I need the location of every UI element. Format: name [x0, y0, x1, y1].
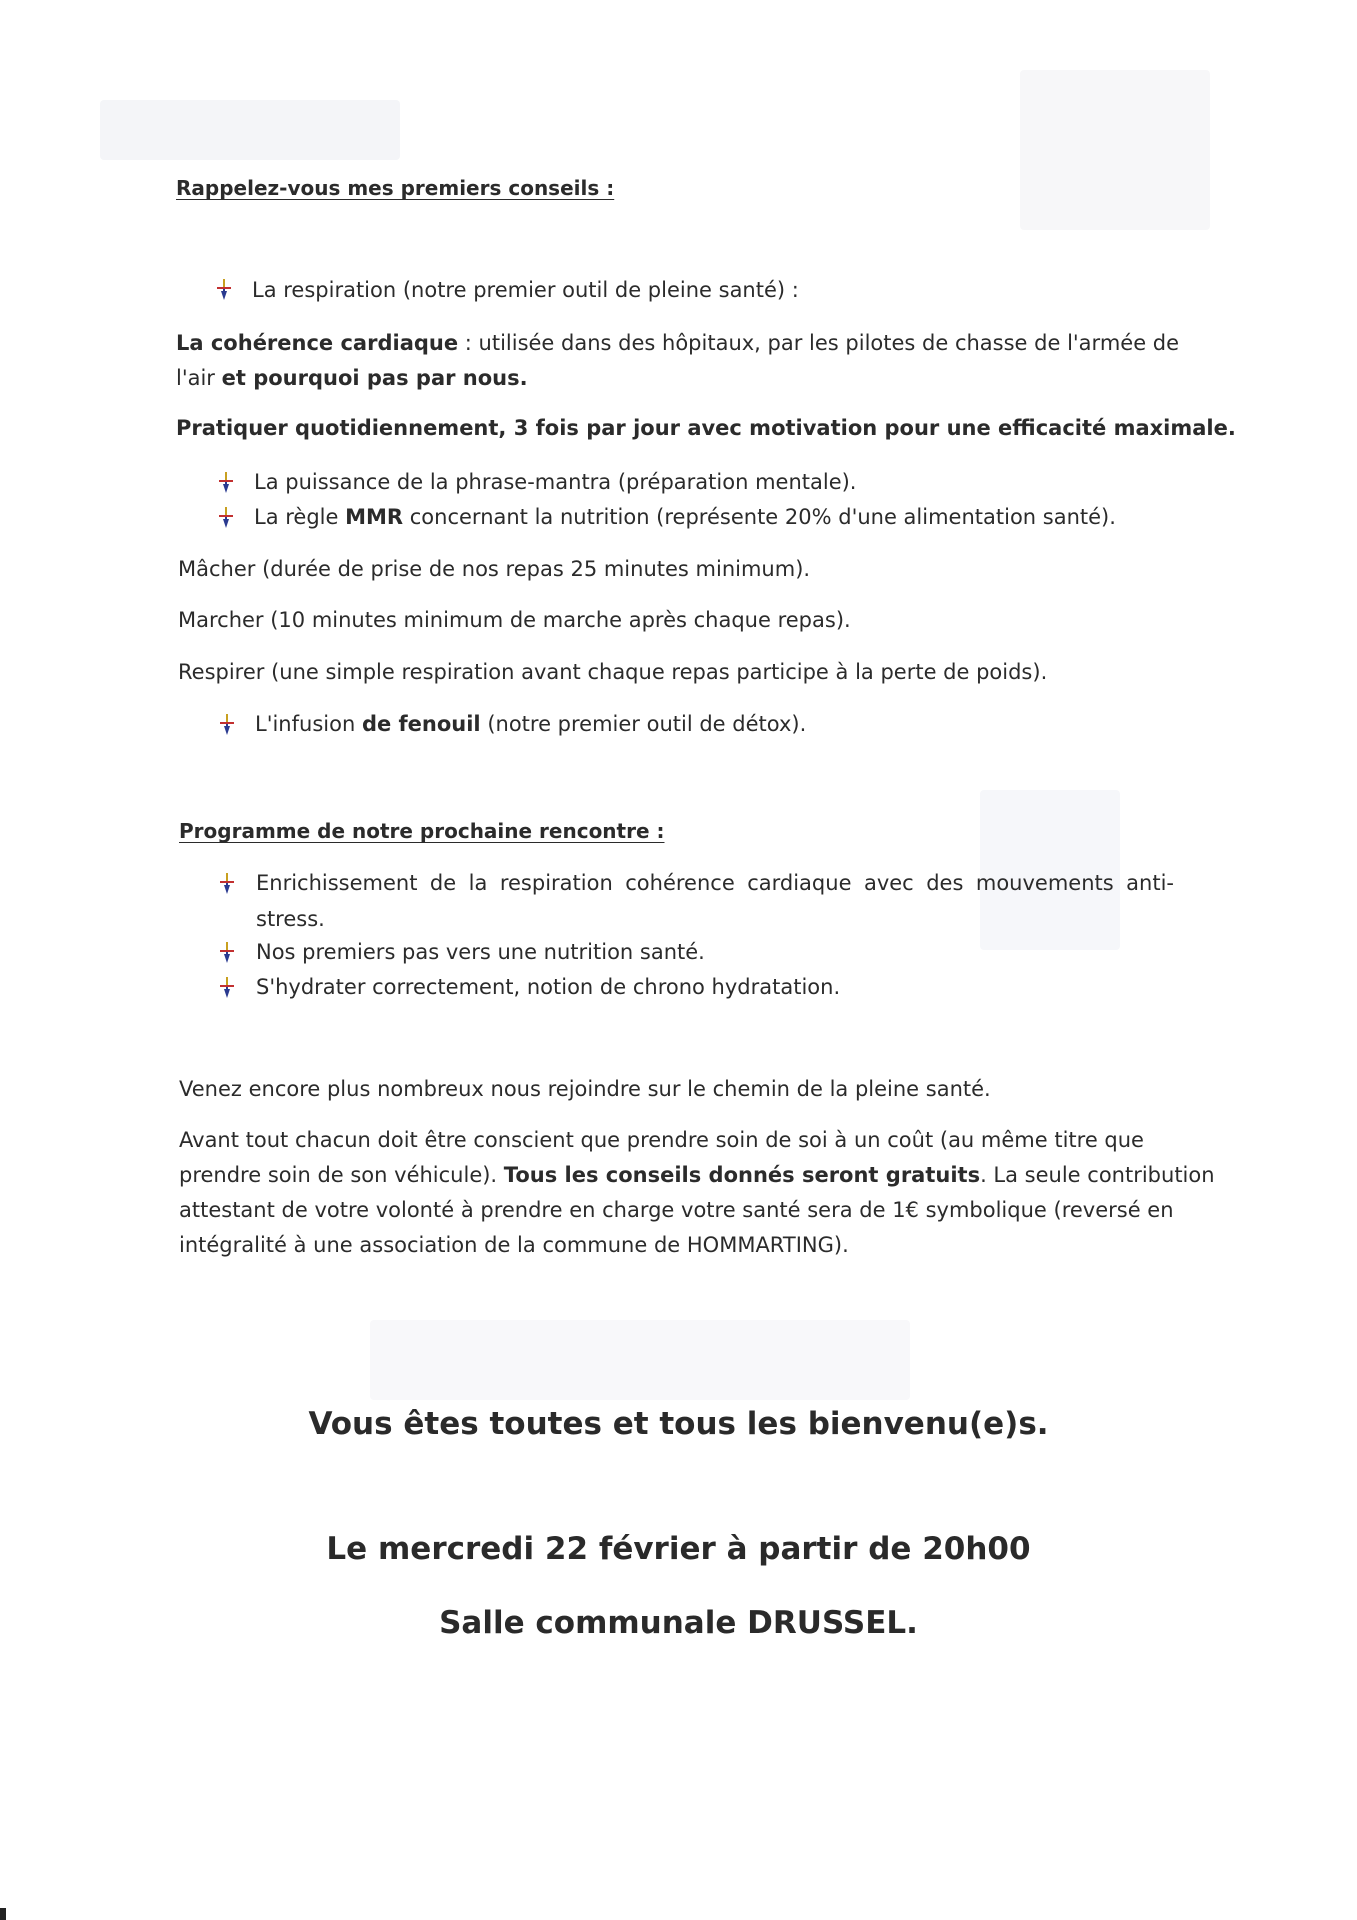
paragraph-avant-line4: intégralité à une association de la commune de HOMMARTING).	[179, 1233, 849, 1257]
bullet-infusion-fenouil	[255, 706, 806, 742]
coherence-bold-2: et pourquoi pas par nous.	[221, 366, 528, 390]
arrow-down-bullet-icon	[217, 279, 231, 301]
arrow-down-bullet-icon	[220, 942, 234, 964]
arrow-down-bullet-icon	[220, 873, 234, 895]
avant-line2-end: . La seule contribution	[980, 1163, 1215, 1187]
arrow-down-bullet-icon	[220, 714, 234, 736]
arrow-down-bullet-icon	[219, 472, 233, 494]
paragraph-venez: Venez encore plus nombreux nous rejoindre sur le chemin de la pleine santé.	[179, 1077, 991, 1101]
coherence-title: La cohérence cardiaque	[176, 331, 459, 355]
avant-line2-start: prendre soin de son véhicule).	[179, 1163, 504, 1187]
section-heading-conseils: Rappelez-vous mes premiers conseils :	[176, 176, 615, 200]
coherence-text: : utilisée dans des hôpitaux, par les pilotes de chasse de l'armée de	[458, 331, 1180, 355]
bullet-respiration: La respiration (notre premier outil de pleine santé) :	[252, 278, 799, 302]
scan-ghost-mark	[100, 100, 400, 160]
scan-ghost-mark	[370, 1320, 910, 1400]
mmr-text-end: concernant la nutrition (représente 20% d'une alimentation santé).	[403, 505, 1116, 529]
infusion-bold: de fenouil	[361, 712, 481, 736]
bullet-regle-mmr	[254, 499, 1116, 535]
avant-line2-bold: Tous les conseils donnés seront gratuits	[503, 1163, 981, 1187]
paragraph-coherence-line2	[176, 360, 528, 396]
programme-item-hydratation: S'hydrater correctement, notion de chrono hydratation.	[256, 975, 841, 999]
event-date: Le mercredi 22 février à partir de 20h00	[326, 1531, 1031, 1567]
paragraph-avant-line2	[179, 1157, 1215, 1193]
scan-ghost-mark	[1020, 70, 1210, 230]
paragraph-macher: Mâcher (durée de prise de nos repas 25 minutes minimum).	[178, 557, 811, 581]
event-venue: Salle communale DRUSSEL.	[439, 1605, 918, 1641]
welcome-heading: Vous êtes toutes et tous les bienvenu(e)s.	[308, 1406, 1049, 1442]
mmr-text-start: La règle	[254, 505, 346, 529]
paragraph-avant-line1: Avant tout chacun doit être conscient que prendre soin de soi à un coût (au même titre que	[179, 1128, 1144, 1152]
arrow-down-bullet-icon	[219, 507, 233, 529]
paragraph-coherence-line1	[176, 325, 1179, 361]
mmr-bold: MMR	[345, 505, 404, 529]
coherence-text-2: l'air	[176, 366, 222, 390]
paragraph-pratiquer: Pratiquer quotidiennement, 3 fois par jour avec motivation pour une efficacité maximale.	[176, 416, 1236, 440]
paragraph-avant-line3: attestant de votre volonté à prendre en charge votre santé sera de 1€ symbolique (reversé en	[179, 1198, 1174, 1222]
arrow-down-bullet-icon	[220, 977, 234, 999]
paragraph-respirer: Respirer (une simple respiration avant chaque repas participe à la perte de poids).	[178, 660, 1048, 684]
scan-edge-mark	[0, 1908, 6, 1920]
infusion-text-end: (notre premier outil de détox).	[480, 712, 807, 736]
programme-item-respiration: Enrichissement de la respiration cohérence cardiaque avec des mouvements anti-stress.	[256, 871, 1174, 931]
infusion-text-start: L'infusion	[255, 712, 362, 736]
paragraph-marcher: Marcher (10 minutes minimum de marche après chaque repas).	[178, 608, 851, 632]
programme-item-nutrition: Nos premiers pas vers une nutrition santé.	[256, 940, 705, 964]
bullet-phrase-mantra: La puissance de la phrase-mantra (préparation mentale).	[254, 470, 857, 494]
section-heading-programme: Programme de notre prochaine rencontre :	[179, 819, 665, 843]
